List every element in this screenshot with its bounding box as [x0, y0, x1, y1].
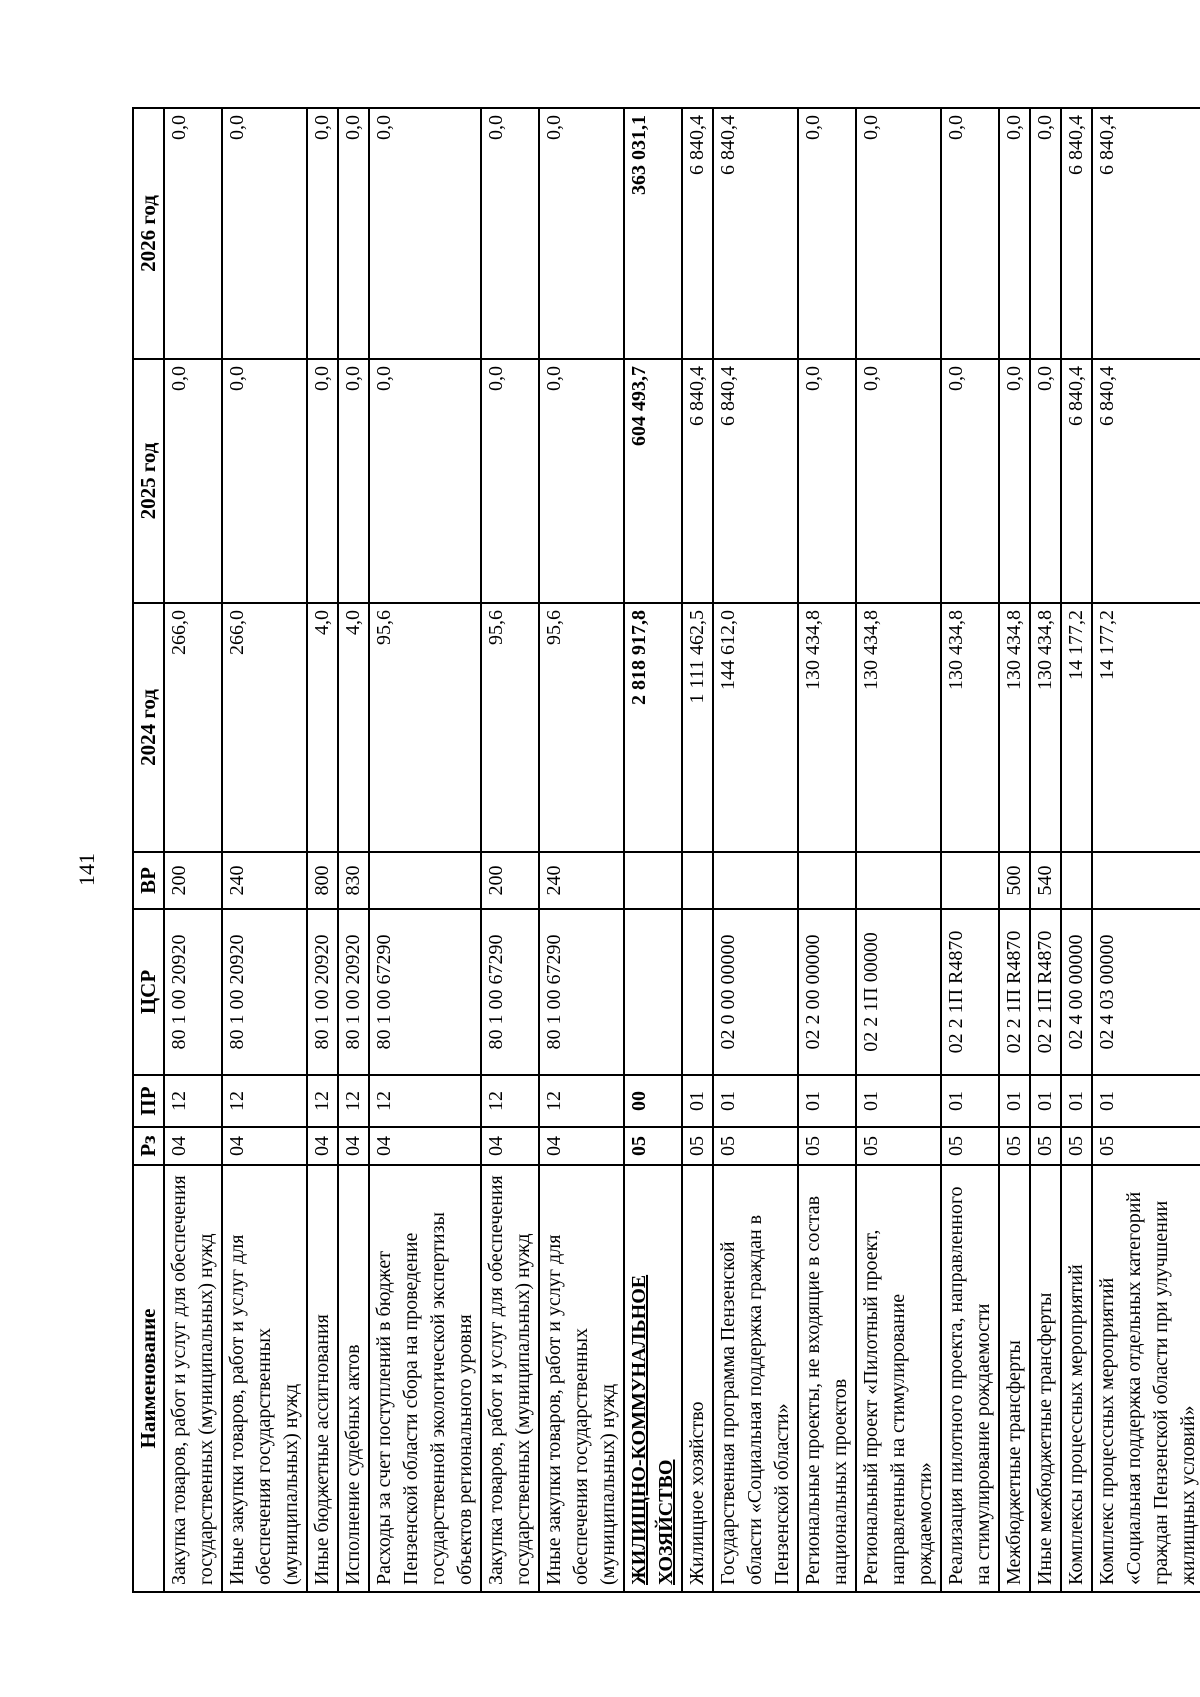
- cell-2026: 0,0: [798, 108, 856, 359]
- table-row: [481, 108, 539, 1592]
- header-vr: ВР: [133, 852, 164, 909]
- cell-name: Региональные проекты, не входящие в состав национальных проектов: [798, 1165, 856, 1592]
- cell-csr: 02 0 00 00000: [713, 909, 798, 1075]
- cell-name: Комплекс процессных мероприятий «Социальная поддержка отдельных категорий граждан Пензенской области при улучшении жилищных условий»: [1092, 1165, 1200, 1592]
- cell-pr: 12: [481, 1075, 539, 1127]
- cell-csr: 02 4 03 00000: [1092, 909, 1200, 1075]
- cell-pr: 12: [539, 1075, 624, 1127]
- cell-2025: 0,0: [164, 359, 222, 603]
- table-body: [164, 108, 1200, 1592]
- cell-2025: 0,0: [1030, 359, 1061, 603]
- cell-name: Государственная программа Пензенской области «Социальная поддержка граждан в Пензенской области»: [713, 1165, 798, 1592]
- cell-rz: 05: [624, 1127, 682, 1165]
- cell-name: Комплексы процессных мероприятий: [1061, 1165, 1092, 1592]
- cell-vr: [941, 852, 999, 909]
- cell-pr: 01: [999, 1075, 1030, 1127]
- cell-2025: 0,0: [369, 359, 481, 603]
- cell-2025: 6 840,4: [682, 359, 713, 603]
- cell-csr: [682, 909, 713, 1075]
- table-row: [539, 108, 624, 1592]
- cell-2026: 6 840,4: [682, 108, 713, 359]
- cell-pr: 01: [1030, 1075, 1061, 1127]
- cell-2025: 0,0: [798, 359, 856, 603]
- cell-name: Исполнение судебных актов: [338, 1165, 369, 1592]
- cell-rz: 05: [941, 1127, 999, 1165]
- cell-2024: 130 434,8: [941, 603, 999, 852]
- cell-2024: 266,0: [222, 603, 307, 852]
- cell-2024: 1 111 462,5: [682, 603, 713, 852]
- cell-2026: 0,0: [369, 108, 481, 359]
- cell-csr: 80 1 00 20920: [338, 909, 369, 1075]
- cell-rz: 05: [713, 1127, 798, 1165]
- cell-name: Иные межбюджетные трансферты: [1030, 1165, 1061, 1592]
- cell-name: Закупка товаров, работ и услуг для обеспечения государственных (муниципальных) нужд: [481, 1165, 539, 1592]
- cell-2025: 0,0: [222, 359, 307, 603]
- header-2024: 2024 год: [133, 603, 164, 852]
- cell-2024: 130 434,8: [856, 603, 941, 852]
- cell-vr: [856, 852, 941, 909]
- table-row: [798, 108, 856, 1592]
- budget-table: [132, 107, 1200, 1593]
- header-2025: 2025 год: [133, 359, 164, 603]
- cell-rz: 04: [222, 1127, 307, 1165]
- table-row: [624, 108, 682, 1592]
- cell-rz: 04: [307, 1127, 338, 1165]
- cell-csr: 02 2 1П R4870: [999, 909, 1030, 1075]
- cell-rz: 04: [164, 1127, 222, 1165]
- cell-csr: [624, 909, 682, 1075]
- cell-name: Иные закупки товаров, работ и услуг для обеспечения государственных (муниципальных) нужд: [222, 1165, 307, 1592]
- cell-2026: 0,0: [941, 108, 999, 359]
- cell-2025: 0,0: [941, 359, 999, 603]
- cell-name: Иные закупки товаров, работ и услуг для обеспечения государственных (муниципальных) нужд: [539, 1165, 624, 1592]
- cell-pr: 00: [624, 1075, 682, 1127]
- cell-2026: 363 031,1: [624, 108, 682, 359]
- table-row: [1030, 108, 1061, 1592]
- cell-name: Жилищное хозяйство: [682, 1165, 713, 1592]
- cell-rz: 05: [798, 1127, 856, 1165]
- cell-csr: 80 1 00 20920: [307, 909, 338, 1075]
- cell-2024: 4,0: [338, 603, 369, 852]
- table-row: [338, 108, 369, 1592]
- table-row: [164, 108, 222, 1592]
- header-csr: ЦСР: [133, 909, 164, 1075]
- cell-csr: 80 1 00 20920: [164, 909, 222, 1075]
- cell-pr: 12: [369, 1075, 481, 1127]
- cell-csr: 80 1 00 20920: [222, 909, 307, 1075]
- cell-2025: 6 840,4: [713, 359, 798, 603]
- cell-pr: 12: [338, 1075, 369, 1127]
- cell-name: Межбюджетные трансферты: [999, 1165, 1030, 1592]
- cell-rz: 05: [682, 1127, 713, 1165]
- cell-csr: 02 2 00 00000: [798, 909, 856, 1075]
- table-row: [1092, 108, 1200, 1592]
- cell-vr: [713, 852, 798, 909]
- cell-2026: 0,0: [539, 108, 624, 359]
- cell-csr: 02 2 1П R4870: [941, 909, 999, 1075]
- header-pr: ПР: [133, 1075, 164, 1127]
- cell-2025: 6 840,4: [1092, 359, 1200, 603]
- cell-vr: 200: [481, 852, 539, 909]
- cell-rz: 04: [338, 1127, 369, 1165]
- table-row: [369, 108, 481, 1592]
- cell-2024: 266,0: [164, 603, 222, 852]
- cell-vr: [1061, 852, 1092, 909]
- cell-pr: 01: [856, 1075, 941, 1127]
- cell-2026: 0,0: [222, 108, 307, 359]
- cell-rz: 04: [539, 1127, 624, 1165]
- table-row: [941, 108, 999, 1592]
- cell-vr: 500: [999, 852, 1030, 909]
- table-row: [713, 108, 798, 1592]
- table-row: [1061, 108, 1092, 1592]
- cell-2025: 0,0: [338, 359, 369, 603]
- cell-name: ЖИЛИЩНО-КОММУНАЛЬНОЕ ХОЗЯЙСТВО: [624, 1165, 682, 1592]
- cell-csr: 02 2 1П R4870: [1030, 909, 1061, 1075]
- cell-csr: 80 1 00 67290: [369, 909, 481, 1075]
- cell-2026: 0,0: [338, 108, 369, 359]
- table-row: [856, 108, 941, 1592]
- cell-vr: [682, 852, 713, 909]
- cell-vr: 800: [307, 852, 338, 909]
- cell-name: Закупка товаров, работ и услуг для обеспечения государственных (муниципальных) нужд: [164, 1165, 222, 1592]
- cell-csr: 80 1 00 67290: [481, 909, 539, 1075]
- cell-2026: 6 840,4: [1092, 108, 1200, 359]
- cell-rz: 05: [1061, 1127, 1092, 1165]
- cell-2024: 2 818 917,8: [624, 603, 682, 852]
- cell-2024: 14 177,2: [1092, 603, 1200, 852]
- cell-2025: 0,0: [481, 359, 539, 603]
- cell-vr: [369, 852, 481, 909]
- cell-2024: 144 612,0: [713, 603, 798, 852]
- cell-2024: 95,6: [481, 603, 539, 852]
- cell-csr: 02 4 00 00000: [1061, 909, 1092, 1075]
- page-number: 141: [74, 853, 99, 886]
- cell-2025: 0,0: [856, 359, 941, 603]
- cell-2026: 0,0: [307, 108, 338, 359]
- header-rz: Рз: [133, 1127, 164, 1165]
- cell-csr: 02 2 1П 00000: [856, 909, 941, 1075]
- cell-rz: 05: [856, 1127, 941, 1165]
- table-header-row: [133, 108, 164, 1592]
- cell-name: Расходы за счет поступлений в бюджет Пензенской области сбора на проведение государственной экологической экспертизы объектов регионального уровня: [369, 1165, 481, 1592]
- cell-2024: 4,0: [307, 603, 338, 852]
- cell-rz: 05: [1030, 1127, 1061, 1165]
- table-row: [222, 108, 307, 1592]
- table-row: [999, 108, 1030, 1592]
- cell-pr: 12: [307, 1075, 338, 1127]
- cell-2026: 0,0: [999, 108, 1030, 359]
- cell-vr: [624, 852, 682, 909]
- cell-pr: 01: [798, 1075, 856, 1127]
- cell-2026: 0,0: [856, 108, 941, 359]
- cell-vr: 540: [1030, 852, 1061, 909]
- cell-name: Иные бюджетные ассигнования: [307, 1165, 338, 1592]
- cell-2025: 6 840,4: [1061, 359, 1092, 603]
- cell-pr: 01: [682, 1075, 713, 1127]
- table-row: [682, 108, 713, 1592]
- cell-vr: 200: [164, 852, 222, 909]
- cell-2026: 0,0: [164, 108, 222, 359]
- cell-2026: 0,0: [1030, 108, 1061, 359]
- cell-vr: [1092, 852, 1200, 909]
- cell-2025: 0,0: [307, 359, 338, 603]
- cell-name: Региональный проект «Пилотный проект, направленный на стимулирование рождаемости»: [856, 1165, 941, 1592]
- cell-rz: 04: [481, 1127, 539, 1165]
- cell-2024: 14 177,2: [1061, 603, 1092, 852]
- cell-2025: 0,0: [539, 359, 624, 603]
- cell-pr: 01: [941, 1075, 999, 1127]
- cell-2024: 130 434,8: [1030, 603, 1061, 852]
- cell-2024: 95,6: [369, 603, 481, 852]
- cell-2026: 6 840,4: [1061, 108, 1092, 359]
- cell-pr: 01: [1092, 1075, 1200, 1127]
- cell-2024: 130 434,8: [798, 603, 856, 852]
- cell-2026: 6 840,4: [713, 108, 798, 359]
- cell-pr: 01: [1061, 1075, 1092, 1127]
- cell-name: Реализация пилотного проекта, направленного на стимулирование рождаемости: [941, 1165, 999, 1592]
- cell-pr: 12: [222, 1075, 307, 1127]
- cell-vr: 240: [539, 852, 624, 909]
- cell-rz: 04: [369, 1127, 481, 1165]
- cell-2025: 604 493,7: [624, 359, 682, 603]
- cell-pr: 01: [713, 1075, 798, 1127]
- cell-vr: 830: [338, 852, 369, 909]
- cell-2026: 0,0: [481, 108, 539, 359]
- cell-csr: 80 1 00 67290: [539, 909, 624, 1075]
- cell-pr: 12: [164, 1075, 222, 1127]
- header-2026: 2026 год: [133, 108, 164, 359]
- cell-2024: 130 434,8: [999, 603, 1030, 852]
- cell-rz: 05: [999, 1127, 1030, 1165]
- cell-vr: [798, 852, 856, 909]
- table-row: [307, 108, 338, 1592]
- cell-vr: 240: [222, 852, 307, 909]
- cell-2025: 0,0: [999, 359, 1030, 603]
- cell-2024: 95,6: [539, 603, 624, 852]
- table-frame: [132, 109, 1199, 1593]
- header-name: Наименование: [133, 1165, 164, 1592]
- cell-rz: 05: [1092, 1127, 1200, 1165]
